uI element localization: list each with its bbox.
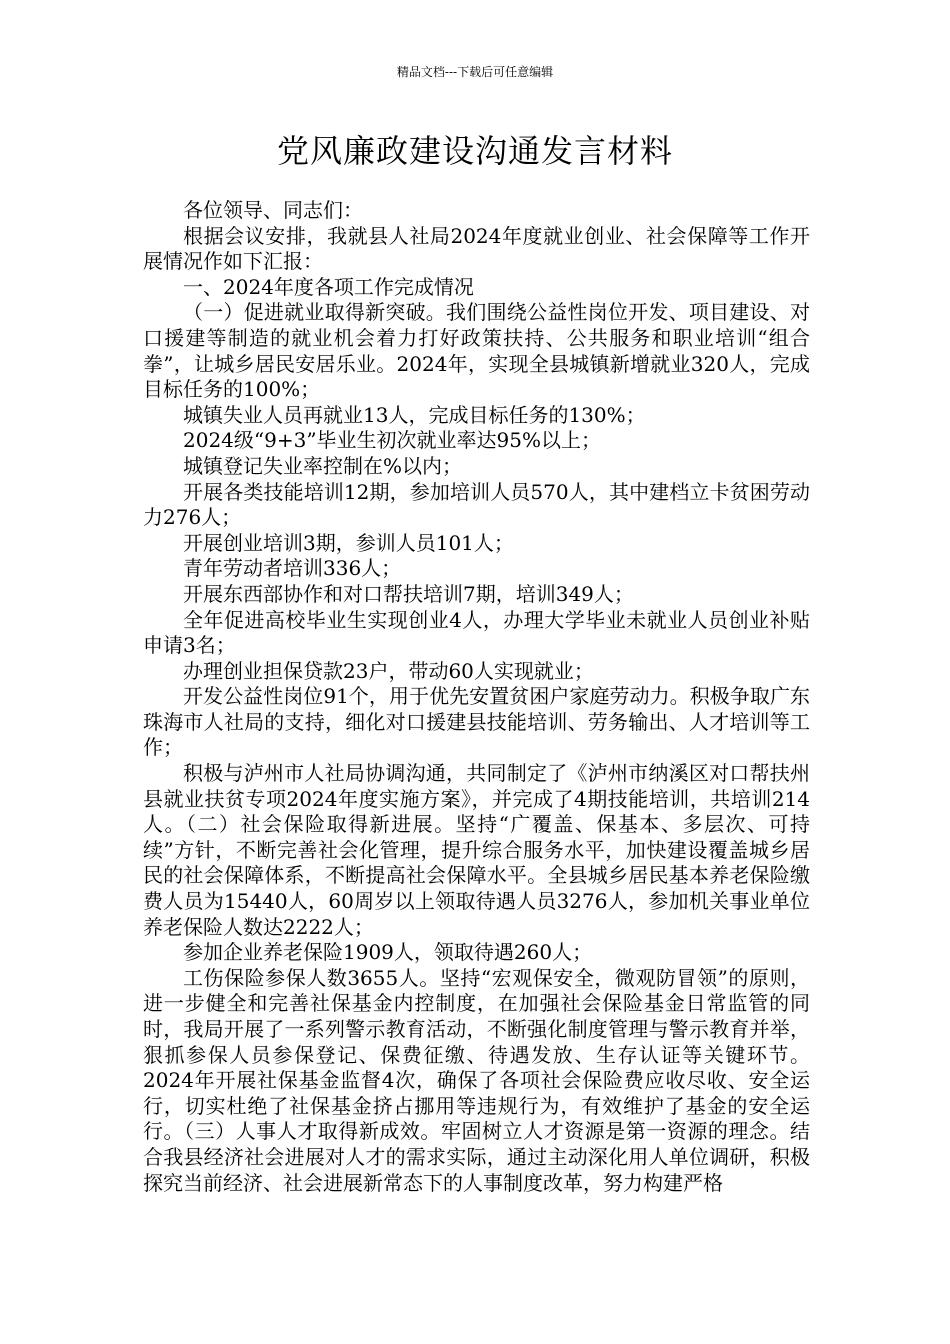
paragraph: 开展东西部协作和对口帮扶培训7期，培训349人； (183, 581, 634, 606)
paragraph: 城镇失业人员再就业13人，完成目标任务的130%； (183, 402, 646, 427)
paragraph: 2024级“9+3”毕业生初次就业率达95%以上； (183, 428, 602, 453)
paragraph: 开发公益性岗位91个，用于优先安置贫困户家庭劳动力。积极争取广东珠海市人社局的支持，细化对口援建县技能培训、劳务输出、人才培训等工作； (143, 684, 810, 760)
paragraph: 开展创业培训3期，参训人员101人； (183, 530, 514, 555)
paragraph: 青年劳动者培训336人； (183, 556, 402, 581)
paragraph: 开展各类技能培训12期，参加培训人员570人，其中建档立卡贫困劳动力276人； (143, 479, 810, 530)
paragraph: （一）促进就业取得新突破。我们围绕公益性岗位开发、项目建设、对口援建等制造的就业机会着力打好政策扶持、公共服务和职业培训“组合拳”，让城乡居民安居乐业。2024年，实现全县城镇新增就业320人，完成目标任务的100%； (143, 300, 810, 402)
paragraph-salutation: 各位领导、同志们： (183, 198, 363, 222)
paragraph: 办理创业担保贷款23户，带动60人实现就业； (183, 658, 594, 683)
paragraph: 积极与泸州市人社局协调沟通，共同制定了《泸州市纳溪区对口帮扶州县就业扶贫专项2024年度实施方案》，并完成了4期技能培训，共培训214人。（二）社会保险取得新进展。坚持“广覆盖、保基本、多层次、可持续”方针，不断完善社会化管理，提升综合服务水平，加快建设覆盖城乡居民的社会保障体系，不断提高社会保障水平。全县城乡居民基本养老保险缴费人员为15440人，60周岁以上领取待遇人员3276人，参加机关事业单位养老保险人数达2222人； (143, 761, 810, 939)
paragraph: 参加企业养老保险1909人，领取待遇260人； (183, 940, 593, 965)
document-body (143, 198, 810, 1196)
paragraph: 工伤保险参保人数3655人。坚持“宏观保安全，微观防冒领”的原则，进一步健全和完善社保基金内控制度，在加强社会保险基金日常监管的同时，我局开展了一系列警示教育活动，不断强化制度管理与警示教育并举，狠抓参保人员参保登记、保费征缴、待遇发放、生存认证等关键环节。2024年开展社保基金监督4次，确保了各项社会保险费应收尽收、安全运行，切实杜绝了社保基金挤占挪用等违规行为，有效维护了基金的安全运行。（三）人事人才取得新成效。牢固树立人才资源是第一资源的理念。结合我县经济社会进展对人才的需求实际，通过主动深化用人单位调研，积极探究当前经济、社会进展新常态下的人事制度改革，努力构建严格 (143, 965, 810, 1195)
paragraph: 根据会议安排，我就县人社局2024年度就业创业、社会保障等工作开展情况作如下汇报： (143, 223, 810, 274)
document-title: 党风廉政建设沟通发言材料 (276, 132, 673, 170)
header-note: 精品文档---下载后可任意编辑 (396, 65, 554, 79)
paragraph: 城镇登记失业率控制在%以内； (183, 453, 463, 478)
section-heading: 一、2024年度各项工作完成情况 (183, 274, 474, 299)
paragraph: 全年促进高校毕业生实现创业4人，办理大学毕业未就业人员创业补贴申请3名； (143, 607, 810, 658)
